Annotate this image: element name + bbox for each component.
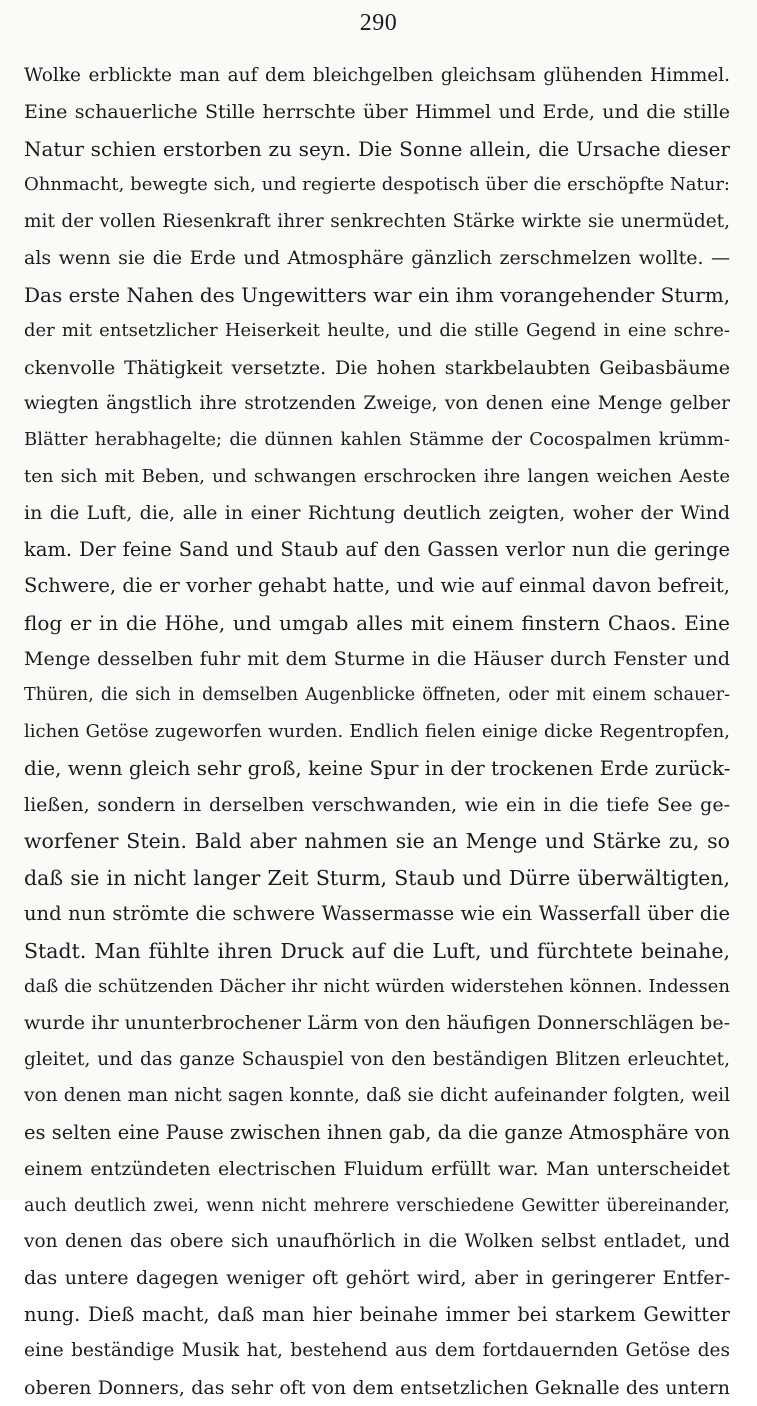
- text-line: daß sie in nicht langer Zeit Sturm, Staub und Dürre überwältigten,: [24, 865, 730, 890]
- text-line: ckenvolle Thätigkeit versetzte. Die hohen starkbelaubten Geibasbäume: [24, 356, 730, 379]
- text-line: und nun strömte die schwere Wassermasse wie ein Wasserfall über die: [24, 902, 730, 926]
- text-line: lichen Getöse zugeworfen wurden. Endlich fielen einige dicke Regentropfen,: [24, 720, 730, 742]
- text-line: nung. Dieß macht, daß man hier beinahe immer bei starkem Gewitter: [24, 1302, 730, 1326]
- text-line: Ohnmacht, bewegte sich, und regierte despotisch über die erschöpfte Natur:: [24, 174, 730, 196]
- text-line: Menge desselben fuhr mit dem Sturme in die Häuser durch Fenster und: [24, 648, 730, 670]
- text-line: eine beständige Musik hat, bestehend aus dem fortdauernden Getöse des: [24, 1340, 730, 1362]
- text-line: gleitet, und das ganze Schauspiel von den beständigen Blitzen erleuchtet,: [24, 1048, 730, 1070]
- text-line: der mit entsetzlicher Heiserkeit heulte, und die stille Gegend in eine schre-: [24, 320, 730, 342]
- text-line: Das erste Nahen des Ungewitters war ein ihm vorangehender Sturm,: [24, 282, 730, 307]
- text-line: ließen, sondern in derselben verschwanden, wie ein in die tiefe See ge-: [24, 793, 730, 816]
- text-line: flog er in die Höhe, und umgab alles mit einem finstern Chaos. Eine: [24, 610, 730, 635]
- text-line: Wolke erblickte man auf dem bleichgelben gleichsam glühenden Himmel.: [24, 65, 730, 86]
- text-line: Blätter herabhagelte; die dünnen kahlen Stämme der Cocospalmen krümm-: [24, 429, 730, 451]
- body-text: [24, 58, 730, 1406]
- text-line: kam. Der feine Sand und Staub auf den Gassen verlor nun die geringe: [24, 537, 730, 561]
- text-line: das untere dagegen weniger oft gehört wird, aber in geringerer Entfer-: [24, 1267, 730, 1290]
- text-line: Natur schien erstorben zu seyn. Die Sonne allein, die Ursache dieser: [24, 136, 730, 161]
- text-line: in die Luft, die, alle in einer Richtung deutlich zeigten, woher der Wind: [24, 502, 730, 525]
- text-line: mit der vollen Riesenkraft ihrer senkrechten Stärke wirkte sie unermüdet,: [24, 210, 730, 232]
- text-line: wiegten ängstlich ihre strotzenden Zweige, von denen eine Menge gelber: [24, 392, 730, 414]
- text-line: Stadt. Man fühlte ihren Druck auf die Luft, und fürchtete beinahe,: [24, 938, 730, 963]
- text-line: ten sich mit Beben, und schwangen erschrocken ihre langen weichen Aeste: [24, 465, 730, 487]
- text-line: wurde ihr ununterbrochener Lärm von den häufigen Donnerschlägen be-: [24, 1012, 730, 1035]
- text-line: als wenn sie die Erde und Atmosphäre gänzlich zerschmelzen wollte. —: [24, 247, 730, 270]
- text-line: einem entzündeten electrischen Fluidum erfüllt war. Man unterscheidet: [24, 1158, 730, 1181]
- text-line: Schwere, die er vorher gehabt hatte, und wie auf einmal davon befreit,: [24, 574, 730, 598]
- text-line: auch deutlich zwei, wenn nicht mehrere verschiedene Gewitter übereinander,: [24, 1195, 730, 1216]
- text-line: worfener Stein. Bald aber nahmen sie an Menge und Stärke zu, so: [24, 829, 730, 854]
- text-line: Thüren, die sich in demselben Augenblicke öffneten, oder mit einem schauer-: [24, 685, 730, 706]
- text-line: oberen Donners, das sehr oft von dem entsetzlichen Geknalle des untern: [24, 1376, 730, 1399]
- text-line: von denen man nicht sagen konnte, daß sie dicht aufeinander folgten, weil: [24, 1085, 730, 1107]
- text-line: die, wenn gleich sehr groß, keine Spur in der trockenen Erde zurück-: [24, 756, 730, 781]
- page-number: 290: [359, 10, 398, 36]
- text-line: daß die schützenden Dächer ihr nicht würden widerstehen können. Indessen: [24, 975, 730, 997]
- text-line: von denen das obere sich unaufhörlich in die Wolken selbst entladet, und: [24, 1231, 730, 1252]
- text-line: es selten eine Pause zwischen ihnen gab, da die ganze Atmosphäre von: [24, 1120, 730, 1144]
- text-line: Eine schauerliche Stille herrschte über Himmel und Erde, und die stille: [24, 101, 730, 124]
